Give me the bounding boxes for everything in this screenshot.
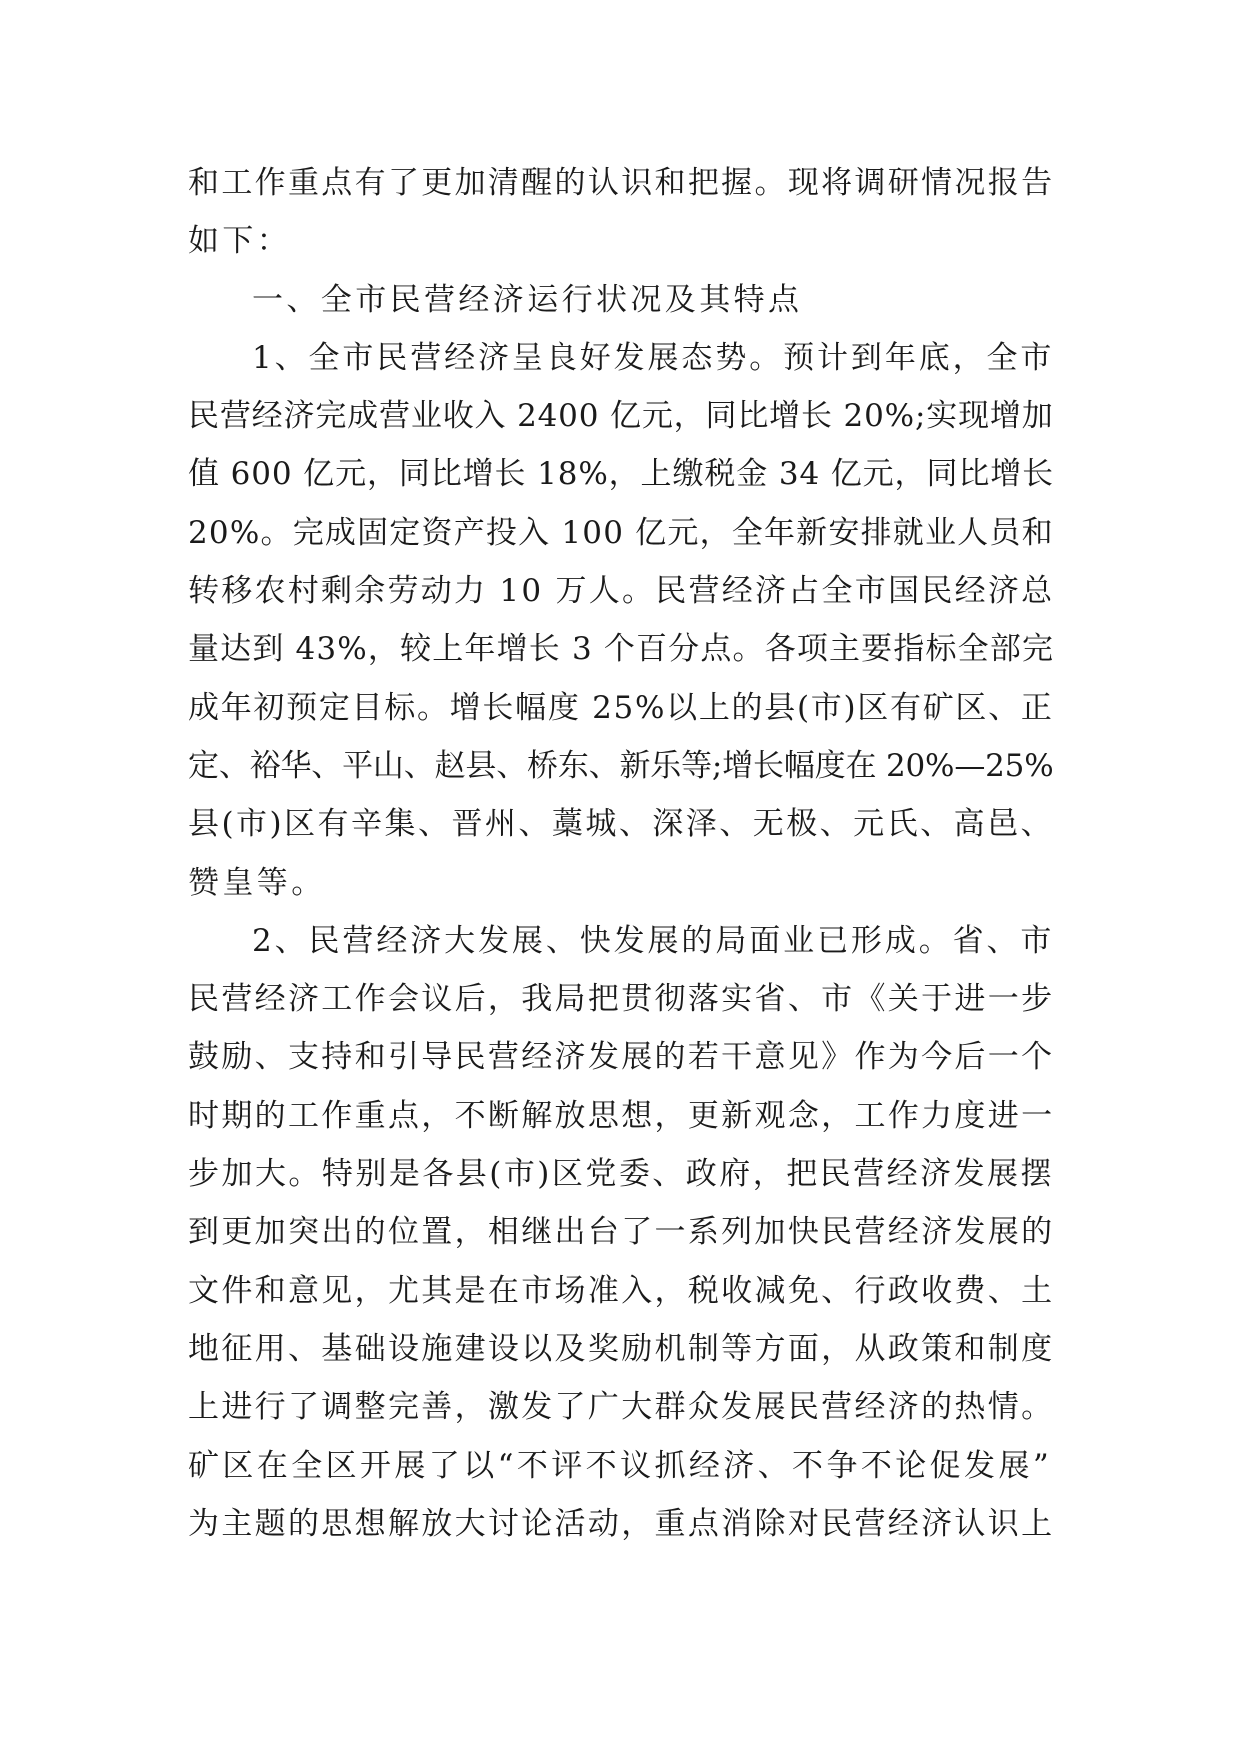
text-line: 和工作重点有了更加清醒的认识和把握。现将调研情况报告: [188, 165, 1055, 201]
text-line: 量达到 43%，较上年增长 3 个百分点。各项主要指标全部完: [188, 631, 1055, 668]
section-heading: 一、全市民营经济运行状况及其特点: [252, 281, 803, 318]
text-line: 鼓励、支持和引导民营经济发展的若干意见》作为今后一个: [188, 1039, 1055, 1076]
text-line: 时期的工作重点，不断解放思想，更新观念，工作力度进一: [188, 1097, 1055, 1134]
document-body: [188, 154, 1054, 1553]
paragraph-start: 1、全市民营经济呈良好发展态势。预计到年底，全市: [252, 339, 1055, 376]
text-line: 民营经济工作会议后，我局把贯彻落实省、市《关于进一步: [188, 981, 1055, 1018]
text-line: 如下：: [188, 223, 292, 260]
paragraph-start: 2、民营经济大发展、快发展的局面业已形成。省、市: [252, 922, 1055, 959]
text-line: 成年初预定目标。增长幅度 25%以上的县(市)区有矿区、正: [188, 689, 1054, 726]
text-line: 步加大。特别是各县(市)区党委、政府，把民营经济发展摆: [188, 1156, 1054, 1193]
text-line: 矿区在全区开展了以“不评不议抓经济、不争不论促发展”: [188, 1447, 1053, 1484]
text-line: 转移农村剩余劳动力 10 万人。民营经济占全市国民经济总: [188, 573, 1055, 610]
text-line: 20%。完成固定资产投入 100 亿元，全年新安排就业人员和: [188, 514, 1054, 551]
text-line: 为主题的思想解放大讨论活动，重点消除对民营经济认识上: [188, 1505, 1055, 1542]
text-line: 赞皇等。: [188, 864, 326, 901]
text-line: 民营经济完成营业收入 2400 亿元，同比增长 20%;实现增加: [188, 398, 1054, 435]
text-line: 到更加突出的位置，相继出台了一系列加快民营经济发展的: [188, 1214, 1055, 1251]
text-line: 值 600 亿元，同比增长 18%，上缴税金 34 亿元，同比增长: [188, 456, 1054, 493]
text-line: 文件和意见，尤其是在市场准入，税收减免、行政收费、土: [188, 1272, 1055, 1309]
text-line: 上进行了调整完善，激发了广大群众发展民营经济的热情。: [188, 1389, 1055, 1426]
text-line: 定、裕华、平山、赵县、桥东、新乐等;增长幅度在 20%—25%: [188, 747, 1054, 784]
text-line: 地征用、基础设施建设以及奖励机制等方面，从政策和制度: [188, 1330, 1055, 1367]
text-line: 县(市)区有辛集、晋州、藁城、深泽、无极、元氏、高邑、: [188, 806, 1054, 843]
